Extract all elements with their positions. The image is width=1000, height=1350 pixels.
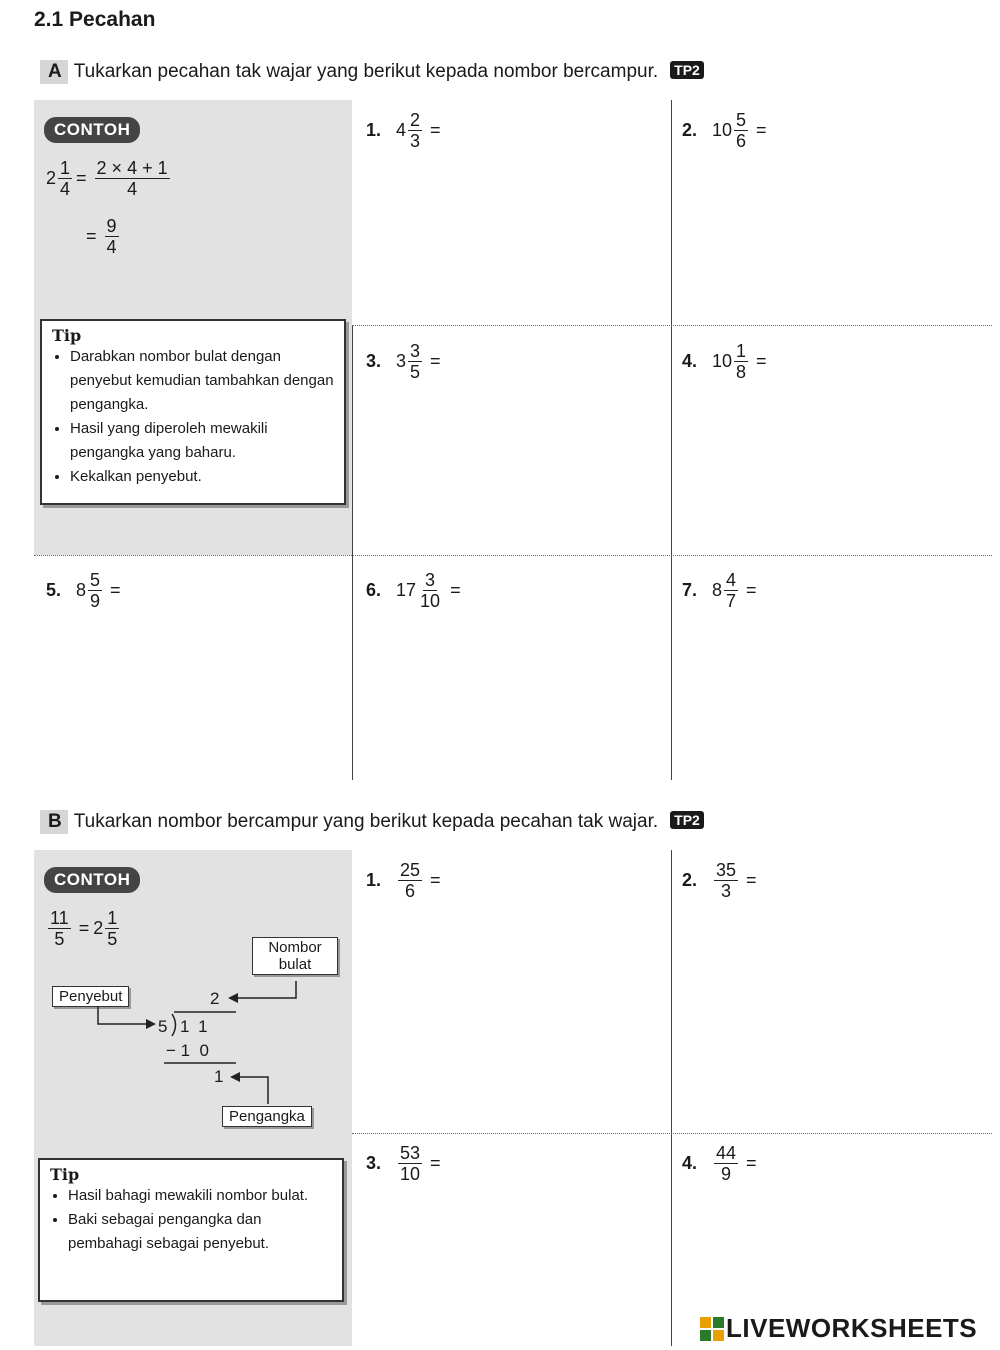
answer-input-b-4[interactable]: [770, 1145, 980, 1181]
tip-title: Tip: [52, 326, 82, 345]
section-b-example-line: $\frac{11}{5}$ = 2 $\frac{1}{5}$: [50, 908, 118, 949]
question-a-5: 5. 8 $\frac{5}{9}$ =: [46, 570, 121, 611]
section-a-instruction: Tukarkan pecahan tak wajar yang berikut kepada nombor bercampur.: [73, 61, 659, 82]
liveworksheets-logo: [700, 1313, 977, 1344]
section-b-contoh-badge: CONTOH: [44, 867, 140, 893]
section-b-tip-box: [38, 1158, 344, 1302]
section-a-tp-badge: TP2: [670, 61, 704, 79]
label-nombor-bulat: Nombor bulat: [252, 937, 338, 975]
tip-item: • Kekalkan penyebut.: [70, 465, 334, 489]
example-num: 1: [60, 158, 71, 178]
division-remainder: 1: [214, 1067, 224, 1086]
division-subtract: − 1 0: [166, 1041, 210, 1060]
question-a-7: 7. 8 $\frac{4}{7}$ =: [682, 570, 757, 611]
question-b-1: 1. $\frac{25}{6}$ =: [366, 860, 441, 901]
example-expression-num: 2 × 4 + 1: [96, 158, 168, 178]
watermark-text: LIVEWORKSHEETS: [726, 1313, 978, 1343]
tip-item: • Hasil yang diperoleh mewakili pengangka yang baharu.: [70, 417, 334, 465]
example-expression-den: 4: [127, 179, 138, 199]
division-dividend: 1 1: [180, 1017, 210, 1036]
question-a-2: 2. 10 $\frac{5}{6}$ =: [682, 110, 767, 151]
example-result-den: 4: [106, 237, 117, 257]
tip-item: • Hasil bahagi mewakili nombor bulat.: [68, 1184, 332, 1208]
section-a-contoh-badge: CONTOH: [44, 117, 140, 143]
question-a-1: 1. 4 $\frac{2}{3}$ =: [366, 110, 441, 151]
question-a-4: 4. 10 $\frac{1}{8}$ =: [682, 341, 767, 382]
section-b-tp-badge: TP2: [670, 811, 704, 829]
section-b-instruction: Tukarkan nombor bercampur yang berikut kepada pecahan tak wajar.: [73, 811, 659, 832]
equals-sign: =: [76, 168, 87, 188]
label-pengangka: Pengangka: [222, 1106, 312, 1127]
example-result-num: 9: [106, 216, 117, 236]
example-whole: 2: [46, 168, 57, 188]
answer-input-b-2[interactable]: [770, 862, 980, 898]
question-b-2: 2. $\frac{35}{3}$ =: [682, 860, 757, 901]
section-b-letter: B: [40, 810, 68, 834]
question-a-6: 6. 17 $\frac{3}{10}$ =: [366, 570, 461, 611]
question-b-4: 4. $\frac{44}{9}$ =: [682, 1143, 757, 1184]
tip-item: • Baki sebagai pengangka dan pembahagi sebagai penyebut.: [68, 1208, 332, 1256]
equals-sign: =: [86, 226, 97, 246]
section-a-letter: A: [40, 60, 68, 84]
division-divisor: 5: [158, 1017, 168, 1036]
page-title: 2.1 Pecahan: [34, 8, 156, 31]
grid-line: [671, 850, 672, 1346]
grid-line: [352, 1133, 992, 1134]
liveworksheets-icon: [700, 1317, 724, 1341]
label-penyebut: Penyebut: [52, 986, 129, 1007]
tip-item: • Darabkan nombor bulat dengan penyebut kemudian tambahkan dengan pengangka.: [70, 345, 334, 417]
question-b-3: 3. $\frac{53}{10}$ =: [366, 1143, 441, 1184]
example-den: 4: [60, 179, 71, 199]
tip-title: Tip: [50, 1165, 80, 1184]
answer-input-b-3[interactable]: [450, 1145, 650, 1181]
answer-input-b-1[interactable]: [450, 862, 650, 898]
question-a-3: 3. 3 $\frac{3}{5}$ =: [366, 341, 441, 382]
division-quotient: 2: [210, 989, 220, 1008]
